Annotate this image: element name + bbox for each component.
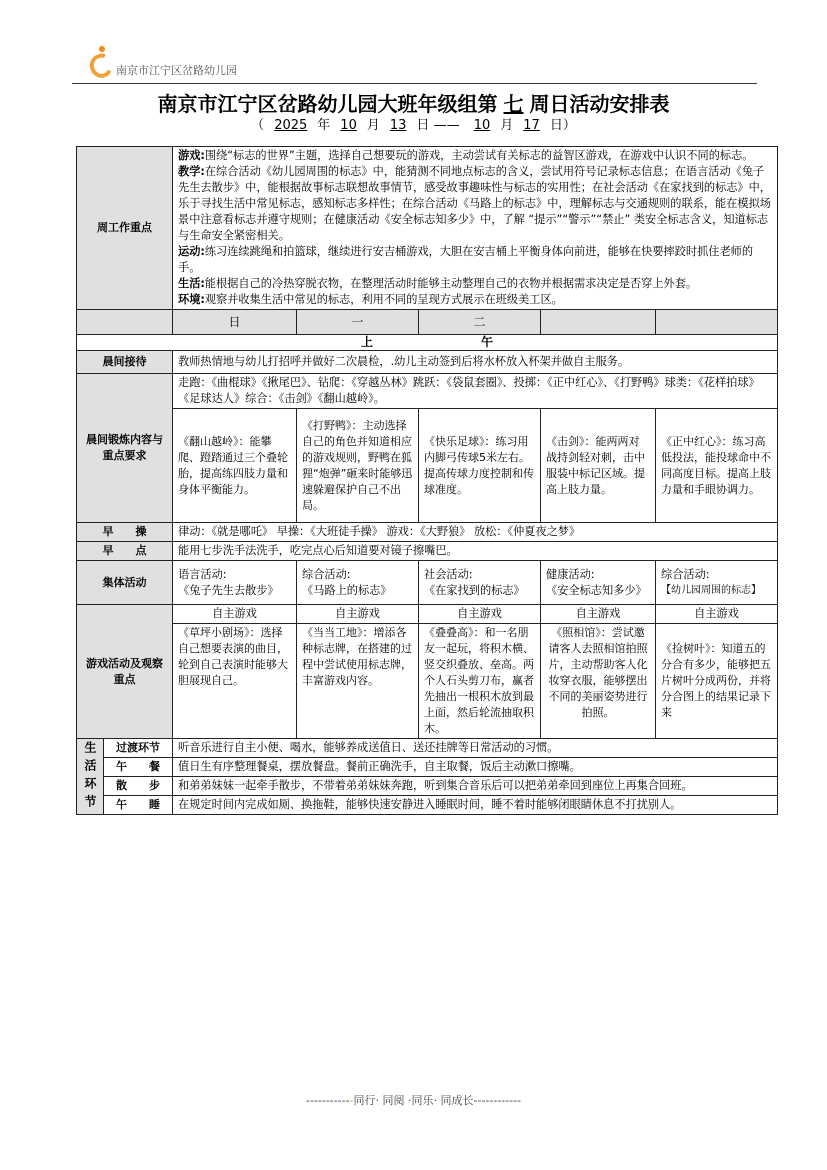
logo-text: 南京市江宁区岔路幼儿园: [116, 64, 237, 77]
weekly-focus-row: [77, 147, 778, 310]
play-header: 自主游戏: [173, 605, 297, 624]
day-header: [656, 310, 778, 335]
exercise-label: 晨间锻炼内容与重点要求: [77, 374, 173, 523]
exercise-cell: 《快乐足球》：练习用内脚弓传球5米左右。提高传球力度控制和传球准度。: [419, 409, 541, 523]
day-header: 二: [419, 310, 541, 335]
life-section-label: 生活环节: [77, 739, 104, 815]
day-header: 一: [297, 310, 419, 335]
life-item-label: 过渡环节: [104, 739, 173, 758]
play-header-row: [77, 605, 778, 624]
group-activity-row: [77, 561, 778, 605]
play-cell: 《叠叠高》：和一名朋友一起玩，将积木横、竖交织叠放、垒高。两个人石头剪刀布，赢者先抽出一根积木放到最上面，然后轮流抽取积木。: [419, 624, 541, 739]
snack-text: 能用七步洗手法洗手，吃完点心后知道要对镜子擦嘴巴。: [173, 542, 778, 561]
life-item-label: 午 餐: [104, 758, 173, 777]
day-header: 日: [173, 310, 297, 335]
play-cell: 《捡树叶》：知道五的分合有多少，能够把五片树叶分成两份，并将分合图上的结果记录下来: [656, 624, 778, 739]
life-item-label: 午 睡: [104, 796, 173, 815]
group-activity-cell: 语言活动: 《兔子先生去散步》: [173, 561, 297, 605]
schedule-table: [76, 146, 778, 815]
page-title: 南京市江宁区岔路幼儿园大班年级组第 七 周日活动安排表: [157, 92, 670, 116]
morning-label: 上 午: [77, 335, 778, 351]
end-month: 10: [473, 118, 491, 133]
life-item-text: 和弟弟妹妹一起牵手散步，不带着弟弟妹妹奔跑，听到集合音乐后可以把弟弟牵回到座位上再集合回班。: [173, 777, 778, 796]
exercise-cell: 《正中红心》：练习高低投法，能投球命中不同高度目标。提高上肢力量和手眼协调力。: [656, 409, 778, 523]
end-day: 17: [523, 118, 540, 133]
group-activity-cell: 综合活动: 《马路上的标志》: [297, 561, 419, 605]
logo-icon: [90, 46, 116, 80]
snack-label: 早 点: [77, 542, 173, 561]
day-header-blank: [77, 310, 173, 335]
group-activity-cell: 社会活动: 《在家找到的标志》: [419, 561, 541, 605]
exercise-cell: 《打野鸭》：主动选择自己的角色并知道相应的游戏规则，野鸭在狐狸“炮弹”砸来时能够迅速躲避保护自己不出局。: [297, 409, 419, 523]
morning-exercise-row: [77, 523, 778, 542]
play-cell: 《草坪小剧场》：选择自己想要表演的曲目，轮到自己表演时能够大胆展现自己。: [173, 624, 297, 739]
morning-row: [77, 335, 778, 351]
school-logo: [90, 44, 237, 80]
play-header: 自主游戏: [419, 605, 541, 624]
snack-row: [77, 542, 778, 561]
week-number: 七: [503, 92, 524, 116]
exercise-detail-row: [77, 409, 778, 523]
play-cell: 《当当工地》：增添各种标志牌，在搭建的过程中尝试使用标志牌，丰富游戏内容。: [297, 624, 419, 739]
reception-row: [77, 351, 778, 374]
life-item-text: 在规定时间内完成如厕、换拖鞋，能够快速安静进入睡眠时间，睡不着时能够闭眼睛休息不打扰别人。: [173, 796, 778, 815]
morning-exercise-text: 律动：《就是哪吒》 早操：《大班徒手操》 游戏：《大野狼》 放松：《仲夏夜之梦》: [173, 523, 778, 542]
year: 2025: [274, 118, 308, 133]
life-row: [77, 758, 778, 777]
footer-motto: ------------同行· 同阅 ·同乐· 同成长------------: [305, 1094, 522, 1107]
exercise-summary: 走跑：《曲棍球》《揪尾巴》、钻爬：《穿越丛林》跳跃：《袋鼠套圈》、投掷：《正中红心》、《打野鸭》球类：《花样拍球》《足球达人》综合：《击剑》《翻山越岭》。: [173, 374, 778, 409]
life-row: [77, 796, 778, 815]
play-header: 自主游戏: [656, 605, 778, 624]
weekly-focus-label: 周工作重点: [77, 147, 173, 310]
header-divider: [72, 83, 757, 84]
day-header-row: [77, 310, 778, 335]
play-cell: 《照相馆》：尝试邀请客人去照相馆拍照片，主动帮助客人化妆穿衣服，能够摆出不同的美丽姿势进行拍照。: [541, 624, 656, 739]
exercise-cell: 《翻山越岭》：能攀爬、蹬踏通过三个叠轮胎，提高练四肢力量和身体平衡能力。: [173, 409, 297, 523]
life-row: [77, 777, 778, 796]
start-day: 13: [389, 118, 407, 133]
reception-label: 晨间接待: [77, 351, 173, 374]
play-header: 自主游戏: [297, 605, 419, 624]
life-item-text: 听音乐进行自主小便、喝水，能够养成送值日、送还挂牌等日常活动的习惯。: [173, 739, 778, 758]
group-activity-cell: 综合活动: 【幼儿园周围的标志】: [656, 561, 778, 605]
start-month: 10: [340, 118, 357, 133]
day-header: [541, 310, 656, 335]
play-header: 自主游戏: [541, 605, 656, 624]
group-activity-label: 集体活动: [77, 561, 173, 605]
date-range: （ 2025 年 10 月 13 日 —— 10 月 17 日）: [251, 118, 576, 133]
exercise-cell: 《击剑》：能两两对战持剑轻对刺，击中服装中标记区域。提高上肢力量。: [541, 409, 656, 523]
life-item-label: 散 步: [104, 777, 173, 796]
exercise-summary-row: [77, 374, 778, 409]
morning-exercise-label: 早 操: [77, 523, 173, 542]
weekly-focus-content: 游戏:围绕“标志的世界”主题，选择自己想要玩的游戏，主动尝试有关标志的益智区游戏，在游戏中认识不同的标志。 教学:在综合活动《幼儿园周围的标志》中，能猜测不同地点标志的含义，尝试用符号记录标志信息；在语言活动《兔子先生去散步》中，能根据故事标志联想故事情节，感受故事趣味性与标志的实用性；在社会活动《在家找到的标志》中，乐于寻找生活中常见标志，感知标志多样性；在综合活动《马路上的标志》中，理解标志与交通规则的联系，能在模拟场景中注意看标志并遵守规则；在健康活动《安全标志知多少》中，了解 “提示”“警示”“禁止” 类安全标志含义，知道标志与生命安全紧密相关。 运动:练习连续跳绳和拍篮球，继续进行安吉桶游戏，大胆在安吉桶上平衡身体向前进，能够在快要摔跤时抓住老师的手。 生活:能根据自己的冷热穿脱衣物，在整理活动时能够主动整理自己的衣物并根据需求决定是否穿上外套。 环境:观察并收集生活中常见的标志，利用不同的呈现方式展示在班级美工区。: [173, 147, 778, 310]
life-item-text: 值日生有序整理餐桌，摆放餐盘。餐前正确洗手，自主取餐，饭后主动漱口擦嘴。: [173, 758, 778, 777]
reception-text: 教师热情地与幼儿打招呼并做好二次晨检，.幼儿主动签到后将水杯放入杯架并做自主服务。: [173, 351, 778, 374]
play-detail-row: [77, 624, 778, 739]
life-row: [77, 739, 778, 758]
play-label: 游戏活动及观察重点: [77, 605, 173, 739]
group-activity-cell: 健康活动: 《安全标志知多少》: [541, 561, 656, 605]
